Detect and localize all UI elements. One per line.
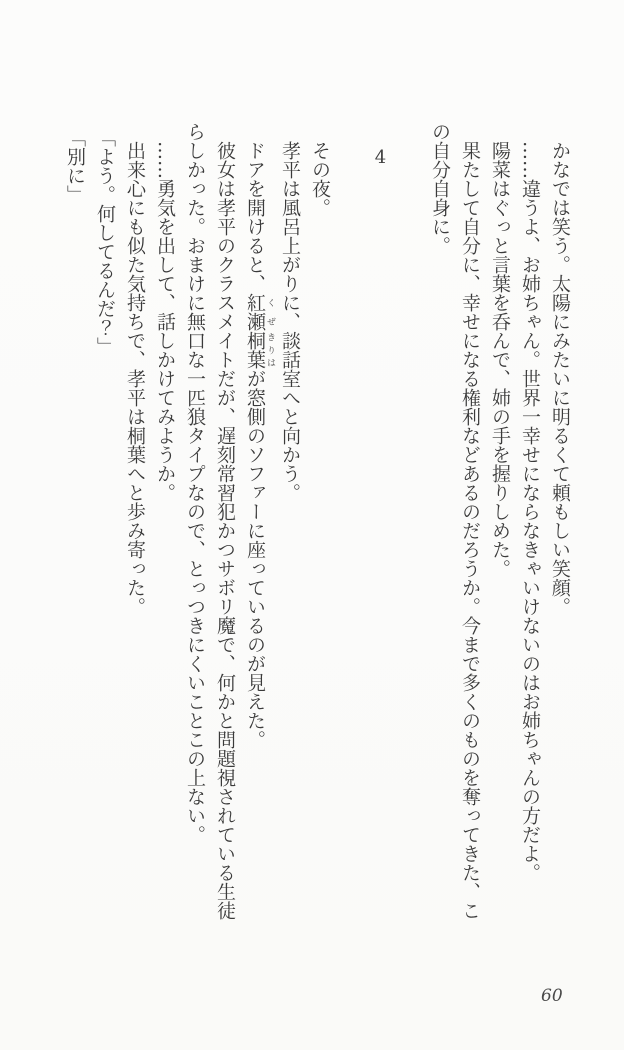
- text-run: 孝平は風呂上がりに、談話室へと向かう。: [279, 141, 301, 502]
- paragraph-group-after: [60, 122, 335, 928]
- paragraph: [545, 122, 575, 928]
- text-run: ……違うよ、お姉ちゃん。世界一幸せにならなきゃいけないのはお姉ちゃんの方だよ。: [519, 141, 541, 882]
- text-run: かなでは笑う。太陽にみたいに明るくて頼もしい笑顔。: [549, 141, 571, 616]
- text-run: 「別に」: [64, 127, 86, 204]
- ruby-annotation: [244, 293, 275, 331]
- paragraph: [485, 122, 515, 928]
- text-run: ……勇気を出して、話しかけてみようか。: [154, 141, 176, 502]
- dialogue-line: [60, 122, 90, 928]
- text-run: 「よう。何してるんだ？」: [94, 127, 116, 356]
- paragraph: [120, 122, 150, 928]
- text-run: 彼女は孝平のクラスメイトだが、遅刻常習犯かつサボリ魔で、何かと問題視されている生徒らしかった。おまけに無口な一匹狼タイプなので、とっつきにくいことこの上ない。: [184, 122, 236, 920]
- paragraph: [425, 122, 485, 928]
- dialogue-line: [90, 122, 120, 928]
- paragraph: [150, 122, 180, 928]
- text-run: その夜。: [309, 141, 331, 217]
- paragraph: [180, 122, 240, 928]
- page-number: 60: [541, 986, 563, 1006]
- text-run: 果たして自分に、幸せになる権利などあるのだろうか。今まで多くのものを奪ってきた、この自分自身に。: [429, 122, 481, 920]
- ruby-text: きりは: [265, 331, 275, 369]
- paragraph-group-before: [425, 122, 575, 928]
- ruby-base: 紅瀬: [244, 293, 266, 331]
- ruby-text: くぜ: [265, 293, 275, 331]
- text-run: ドアを開けると、: [244, 141, 266, 293]
- chapter-number: 4: [370, 147, 391, 169]
- paragraph: [275, 122, 305, 928]
- text-run: 陽菜はぐっと言葉を呑んで、姉の手を握りしめた。: [489, 141, 511, 578]
- ruby-annotation: [244, 331, 275, 369]
- text-run: が窓側のソファーに座っているのが見えた。: [244, 369, 266, 749]
- paragraph: [515, 122, 545, 928]
- text-run: 出来心にも似た気持ちで、孝平は桐葉へと歩み寄った。: [124, 141, 146, 616]
- paragraph: [305, 122, 335, 928]
- vertical-text-flow: [60, 122, 575, 928]
- ruby-base: 桐葉: [244, 331, 266, 369]
- paragraph: [240, 122, 275, 928]
